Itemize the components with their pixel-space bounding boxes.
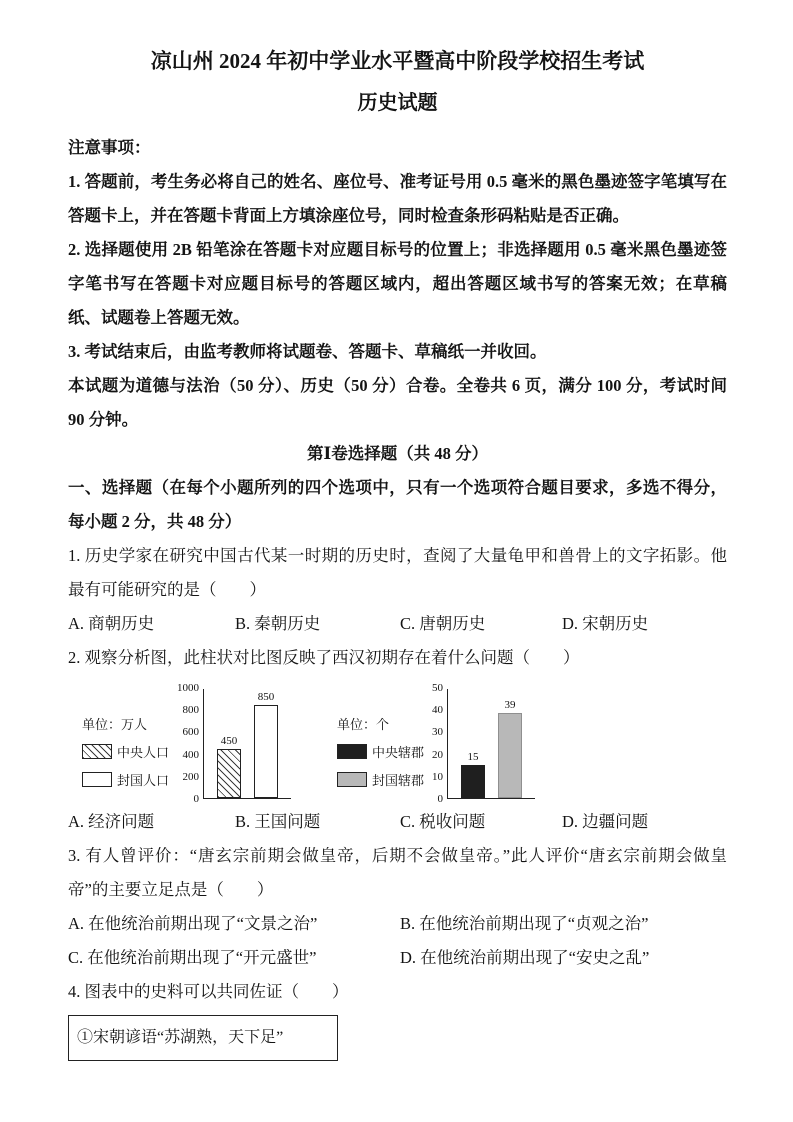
- ytick-label: 10: [432, 770, 444, 783]
- commandery-chart-yaxis: [432, 683, 447, 804]
- legend-item: [337, 742, 424, 761]
- population-chart-plot-area: [203, 689, 291, 799]
- q2-bar-charts: [82, 682, 727, 805]
- exam-title: 凉山州 2024 年初中学业水平暨高中阶段学校招生考试: [150, 49, 645, 73]
- q4-source-box: [68, 1015, 338, 1061]
- bar-group: [461, 689, 485, 798]
- question-1-stem: 1. 历史学家在研究中国古代某一时期的历史时，查阅了大量龟甲和兽骨上的文字拓影。他最有可能研究的是（ ）: [68, 546, 727, 599]
- q1-option-b: B. 秦朝历史: [235, 614, 321, 633]
- q3-option-d: D. 在他统治前期出现了“安史之乱”: [400, 948, 650, 967]
- bar-group: [254, 689, 278, 798]
- ytick-label: 400: [182, 748, 200, 761]
- population-chart-legend: [82, 742, 169, 789]
- question-3-stem: 3. 有人曾评价：“唐玄宗前期会做皇帝，后期不会做皇帝。”此人评价“唐玄宗前期会做皇帝”的主要立足点是（ ）: [68, 846, 727, 899]
- ytick-label: 30: [432, 726, 444, 739]
- q1-option-a: A. 商朝历史: [68, 614, 155, 633]
- ytick-label: 50: [432, 682, 444, 694]
- kingdom-population-swatch: [82, 772, 112, 787]
- legend-item: [82, 770, 169, 789]
- kingdom-population-legend-label: 封国人口: [117, 773, 170, 788]
- ytick-label: 800: [182, 704, 200, 717]
- q2-option-c: C. 税收问题: [400, 812, 486, 831]
- ytick-label: 1000: [177, 682, 200, 694]
- section1-instructions: 一、选择题（在每个小题所列的四个选项中，只有一个选项符合题目要求，多选不得分，每小题 2 分，共 48 分）: [68, 478, 727, 531]
- q2-option-d: D. 边疆问题: [562, 812, 649, 831]
- q3-option-b: B. 在他统治前期出现了“贞观之治”: [400, 914, 649, 933]
- question-3-options: [68, 907, 727, 975]
- bar-group: [498, 689, 522, 798]
- commandery-bar-chart: [337, 682, 535, 805]
- q1-option-d: D. 宋朝历史: [562, 614, 649, 633]
- population-bar-chart: [82, 682, 291, 805]
- central-commandery-value: 15: [467, 751, 479, 764]
- question-2-stem: 2. 观察分析图，此柱状对比图反映了西汉初期存在着什么问题（ ）: [68, 648, 580, 667]
- q4-source-text: ①宋朝谚语“苏湖熟，天下足”: [77, 1029, 284, 1046]
- question-2-options: [68, 805, 727, 839]
- kingdom-commandery-swatch: [337, 772, 367, 787]
- kingdom-commandery-bar: [498, 713, 522, 798]
- kingdom-population-value: 850: [257, 691, 275, 704]
- q2-option-a: A. 经济问题: [68, 812, 155, 831]
- central-population-value: 450: [220, 734, 238, 747]
- notices-block: [68, 131, 727, 437]
- notice-item-2: 2. 选择题使用 2B 铅笔涂在答题卡对应题目标号的位置上；非选择题用 0.5 毫米黑色墨迹签字笔书写在答题卡对应题目标号的答题区域内，超出答题区域书写的答案无效；在草稿纸、试题卷上答题无效。: [68, 240, 727, 327]
- legend-item: [337, 770, 424, 789]
- central-commandery-legend-label: 中央辖郡: [372, 745, 425, 760]
- ytick-label: 200: [182, 770, 200, 783]
- central-commandery-swatch: [337, 744, 367, 759]
- ytick-label: 0: [437, 792, 444, 805]
- ytick-label: 0: [193, 792, 200, 805]
- q3-option-c: C. 在他统治前期出现了“开元盛世”: [68, 948, 317, 967]
- population-chart-info: [82, 717, 169, 799]
- population-chart-unit-label: 单位：万人: [82, 717, 148, 732]
- q3-option-a: A. 在他统治前期出现了“文景之治”: [68, 914, 318, 933]
- kingdom-commandery-value: 39: [504, 698, 516, 711]
- central-commandery-bar: [461, 765, 485, 798]
- commandery-chart-plot-area: [447, 689, 535, 799]
- commandery-chart-legend: [337, 742, 424, 789]
- kingdom-population-bar: [254, 705, 278, 798]
- kingdom-commandery-legend-label: 封国辖郡: [372, 773, 425, 788]
- central-population-legend-label: 中央人口: [117, 745, 170, 760]
- ytick-label: 600: [182, 726, 200, 739]
- section1-heading: 第Ⅰ卷选择题（共 48 分）: [307, 444, 488, 463]
- central-population-swatch: [82, 744, 112, 759]
- central-population-bar: [217, 749, 241, 798]
- ytick-label: 20: [432, 748, 444, 761]
- q2-option-b: B. 王国问题: [235, 812, 321, 831]
- commandery-chart-plot-wrap: [432, 682, 535, 805]
- ytick-label: 40: [432, 704, 444, 717]
- exam-subtitle: 历史试题: [357, 92, 438, 114]
- population-chart-yaxis: [177, 683, 203, 804]
- q1-option-c: C. 唐朝历史: [400, 614, 486, 633]
- commandery-chart-unit-label: 单位：个: [337, 717, 390, 732]
- legend-item: [82, 742, 169, 761]
- population-chart-plot-wrap: [177, 682, 291, 805]
- exam-composition-note: 本试题为道德与法治（50 分）、历史（50 分）合卷。全卷共 6 页，满分 100 分，考试时间 90 分钟。: [68, 376, 727, 429]
- notices-heading: 注意事项：: [68, 138, 151, 157]
- commandery-chart-info: [337, 717, 424, 799]
- notice-item-3: 3. 考试结束后，由监考教师将试题卷、答题卡、草稿纸一并收回。: [68, 342, 547, 361]
- question-1-options: [68, 607, 727, 641]
- question-4-stem: 4. 图表中的史料可以共同佐证（ ）: [68, 982, 349, 1001]
- notice-item-1: 1. 答题前，考生务必将自己的姓名、座位号、准考证号用 0.5 毫米的黑色墨迹签字笔填写在答题卡上，并在答题卡背面上方填涂座位号，同时检查条形码粘贴是否正确。: [68, 172, 727, 225]
- bar-group: [217, 689, 241, 798]
